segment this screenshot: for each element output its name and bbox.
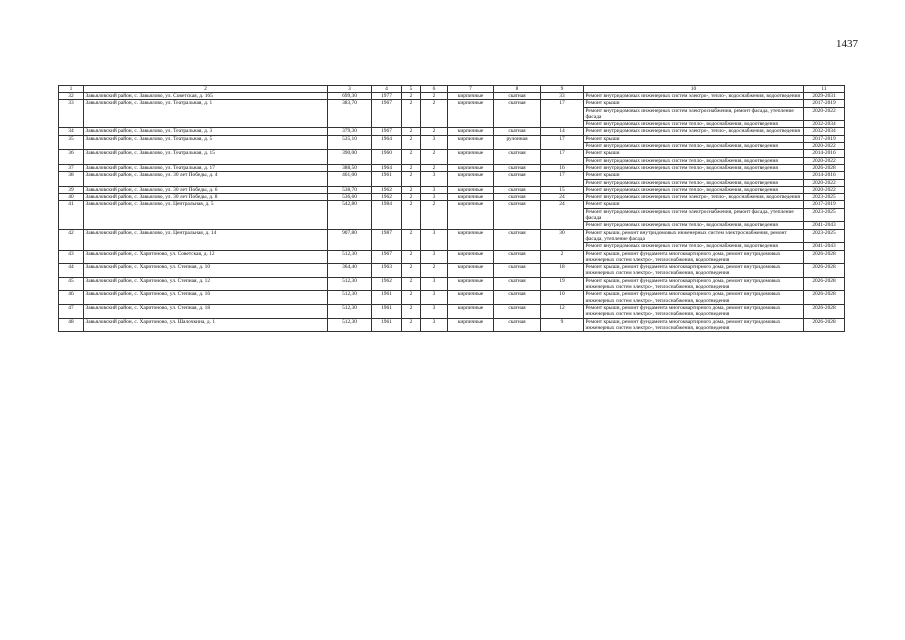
area-cell: 907,80 — [328, 229, 372, 250]
table-row — [59, 128, 845, 135]
col-header: 5 — [402, 86, 421, 93]
entrances-cell: 3 — [421, 135, 448, 150]
roof-type-cell: скатная — [494, 186, 541, 193]
repair-period-cell: 2020-2022 — [804, 179, 845, 186]
table-row — [59, 186, 845, 193]
repair-period-cell: 2041-2043 — [804, 243, 845, 250]
entrances-cell: 2 — [421, 150, 448, 165]
repair-works-cell: Ремонт крыши — [584, 172, 804, 179]
address-cell: Завьяловский район, с. Завьялово, ул. Центральная, д. 14 — [84, 229, 328, 250]
row-number: 33 — [59, 100, 84, 128]
area-cell: 542,80 — [328, 201, 372, 229]
row-number: 44 — [59, 264, 84, 278]
repair-period-cell: 2041-2043 — [804, 222, 845, 229]
repair-period-cell: 2020-2022 — [804, 107, 845, 121]
address-cell: Завьяловский район, с. Завьялово, ул. 30 лет Победы, д. 6 — [84, 186, 328, 193]
col-header: 11 — [804, 86, 845, 93]
floors-cell: 2 — [402, 194, 421, 201]
repair-period-cell: 2017-2019 — [804, 100, 845, 107]
repair-period-cell: 2026-2028 — [804, 250, 845, 264]
year-cell: 1977 — [372, 93, 402, 100]
repair-works-cell: Ремонт внутридомовых инженерных систем тепло-, водоснабжения, водоотведения — [584, 186, 804, 193]
row-number: 40 — [59, 194, 84, 201]
apartments-cell: 10 — [541, 291, 584, 305]
roof-type-cell: скатная — [494, 250, 541, 264]
year-cell: 1961 — [372, 291, 402, 305]
floors-cell: 2 — [402, 172, 421, 187]
repair-period-cell: 2020-2022 — [804, 143, 845, 150]
repair-works-cell: Ремонт крыши, ремонт фундамента многоквартирного дома, ремонт внутридомовых инженерных систем электро-, теплоснабжения, водоотведения — [584, 304, 804, 318]
repair-works-cell: Ремонт крыши, ремонт фундамента многоквартирного дома, ремонт внутридомовых инженерных систем электро-, теплоснабжения, водоотведения — [584, 318, 804, 332]
address-cell: Завьяловский район, с. Харитоново, ул. Степная, д. 10 — [84, 264, 328, 278]
repair-period-cell: 2032-2034 — [804, 121, 845, 128]
col-header: 1 — [59, 86, 84, 93]
roof-type-cell: скатная — [494, 150, 541, 165]
walls-material-cell: кирпичные — [448, 318, 494, 332]
floors-cell: 2 — [402, 264, 421, 278]
row-number: 41 — [59, 201, 84, 229]
year-cell: 1967 — [372, 250, 402, 264]
entrances-cell: 3 — [421, 229, 448, 250]
entrances-cell: 3 — [421, 186, 448, 193]
area-cell: 512,30 — [328, 304, 372, 318]
table-row — [59, 291, 845, 305]
walls-material-cell: кирпичные — [448, 304, 494, 318]
row-number: 32 — [59, 93, 84, 100]
address-cell: Завьяловский район, с. Завьялово, ул. 30 лет Победы, д. 8 — [84, 194, 328, 201]
table-row — [59, 277, 845, 291]
walls-material-cell: кирпичные — [448, 250, 494, 264]
repair-period-cell: 2020-2022 — [804, 157, 845, 164]
column-number-row — [59, 86, 845, 93]
apartments-cell: 17 — [541, 100, 584, 128]
roof-type-cell: рулонная — [494, 135, 541, 150]
col-header: 4 — [372, 86, 402, 93]
apartments-cell: 2 — [541, 250, 584, 264]
entrances-cell: 2 — [421, 100, 448, 128]
area-cell: 699,30 — [328, 93, 372, 100]
apartments-cell: 16 — [541, 164, 584, 171]
table-row — [59, 135, 845, 142]
apartments-cell: 15 — [541, 186, 584, 193]
year-cell: 1961 — [372, 318, 402, 332]
walls-material-cell: кирпичные — [448, 264, 494, 278]
entrances-cell: 3 — [421, 318, 448, 332]
repair-works-cell: Ремонт внутридомовых инженерных систем электро-, тепло-, водоснабжения, водоотведения — [584, 194, 804, 201]
apartments-cell: 12 — [541, 304, 584, 318]
floors-cell: 2 — [402, 277, 421, 291]
floors-cell: 2 — [402, 186, 421, 193]
repair-period-cell: 2023-2025 — [804, 229, 845, 243]
apartments-cell: 24 — [541, 201, 584, 229]
page-number: 1437 — [836, 38, 858, 50]
walls-material-cell: кирпичные — [448, 291, 494, 305]
year-cell: 1964 — [372, 164, 402, 171]
col-header: 10 — [584, 86, 804, 93]
year-cell: 1984 — [372, 201, 402, 229]
entrances-cell: 2 — [421, 164, 448, 171]
repair-period-cell: 2017-2019 — [804, 201, 845, 208]
year-cell: 1962 — [372, 194, 402, 201]
apartments-cell: 17 — [541, 172, 584, 187]
table-row — [59, 100, 845, 107]
roof-type-cell: скатная — [494, 291, 541, 305]
repair-works-cell: Ремонт крыши — [584, 150, 804, 157]
table-row — [59, 229, 845, 243]
floors-cell: 2 — [402, 135, 421, 150]
apartments-cell: 24 — [541, 194, 584, 201]
repair-works-cell: Ремонт внутридомовых инженерных систем электро-, тепло-, водоснабжения, водоотведения — [584, 93, 804, 100]
year-cell: 1962 — [372, 186, 402, 193]
apartments-cell: 30 — [541, 229, 584, 250]
roof-type-cell: скатная — [494, 201, 541, 229]
apartments-cell: 17 — [541, 150, 584, 165]
year-cell: 1987 — [372, 229, 402, 250]
repair-period-cell: 2026-2028 — [804, 164, 845, 171]
apartments-cell: 14 — [541, 128, 584, 135]
roof-type-cell: скатная — [494, 172, 541, 187]
roof-type-cell: скатная — [494, 304, 541, 318]
apartments-cell: 18 — [541, 264, 584, 278]
address-cell: Завьяловский район, с. Завьялово, ул. 30 лет Победы, д. 4 — [84, 172, 328, 187]
table-row — [59, 318, 845, 332]
area-cell: 461,00 — [328, 172, 372, 187]
address-cell: Завьяловский район, с. Завьялово, ул. Театральная, д. 5 — [84, 135, 328, 150]
year-cell: 1967 — [372, 100, 402, 128]
floors-cell: 2 — [402, 93, 421, 100]
entrances-cell: 3 — [421, 277, 448, 291]
year-cell: 1963 — [372, 264, 402, 278]
address-cell: Завьяловский район, с. Завьялово, ул. Театральная, д. 1 — [84, 100, 328, 128]
repair-works-cell: Ремонт внутридомовых инженерных систем тепло-, водоснабжения, водоотведения — [584, 143, 804, 150]
roof-type-cell: скатная — [494, 93, 541, 100]
floors-cell: 2 — [402, 164, 421, 171]
repair-period-cell: 2026-2028 — [804, 291, 845, 305]
table-row — [59, 172, 845, 179]
repair-works-cell: Ремонт крыши — [584, 201, 804, 208]
repair-works-cell: Ремонт крыши — [584, 135, 804, 142]
walls-material-cell: кирпичные — [448, 150, 494, 165]
roof-type-cell: скатная — [494, 277, 541, 291]
entrances-cell: 2 — [421, 93, 448, 100]
address-cell: Завьяловский район, с. Харитоново, ул. Советская, д. 12 — [84, 250, 328, 264]
row-number: 42 — [59, 229, 84, 250]
year-cell: 1960 — [372, 150, 402, 165]
area-cell: 379,30 — [328, 128, 372, 135]
table-row — [59, 264, 845, 278]
roof-type-cell: скатная — [494, 164, 541, 171]
repair-period-cell: 2026-2028 — [804, 277, 845, 291]
entrances-cell: 3 — [421, 291, 448, 305]
roof-type-cell: скатная — [494, 128, 541, 135]
walls-material-cell: кирпичные — [448, 277, 494, 291]
floors-cell: 2 — [402, 229, 421, 250]
repair-works-cell: Ремонт внутридомовых инженерных систем тепло-, водоснабжения, водоотведения — [584, 121, 804, 128]
repair-period-cell: 2026-2028 — [804, 264, 845, 278]
row-number: 38 — [59, 172, 84, 187]
address-cell: Завьяловский район, с. Завьялово, ул. Советская, д. 165 — [84, 93, 328, 100]
repair-period-cell: 2032-2034 — [804, 128, 845, 135]
col-header: 8 — [494, 86, 541, 93]
row-number: 39 — [59, 186, 84, 193]
walls-material-cell: кирпичные — [448, 164, 494, 171]
row-number: 48 — [59, 318, 84, 332]
area-cell: 512,30 — [328, 318, 372, 332]
address-cell: Завьяловский район, с. Завьялово, ул. Центральная, д. 5 — [84, 201, 328, 229]
apartments-cell: 17 — [541, 135, 584, 150]
row-number: 34 — [59, 128, 84, 135]
address-cell: Завьяловский район, с. Завьялово, ул. Театральная, д. 3 — [84, 128, 328, 135]
walls-material-cell: кирпичные — [448, 135, 494, 150]
col-header: 7 — [448, 86, 494, 93]
col-header: 6 — [421, 86, 448, 93]
walls-material-cell: кирпичные — [448, 172, 494, 187]
floors-cell: 2 — [402, 201, 421, 229]
roof-type-cell: скатная — [494, 229, 541, 250]
col-header: 2 — [84, 86, 328, 93]
repair-works-cell: Ремонт крыши, ремонт фундамента многоквартирного дома, ремонт внутридомовых инженерных систем электро-, теплоснабжения, водоотведения — [584, 264, 804, 278]
floors-cell: 2 — [402, 128, 421, 135]
repair-works-cell: Ремонт крыши, ремонт фундамента многоквартирного дома, ремонт внутридомовых инженерных систем электро-, теплоснабжения, водоотведения — [584, 291, 804, 305]
address-cell: Завьяловский район, с. Завьялово, ул. Театральная, д. 17 — [84, 164, 328, 171]
row-number: 45 — [59, 277, 84, 291]
repair-works-cell: Ремонт внутридомовых инженерных систем электро-, тепло-, водоснабжения, водоотведения — [584, 128, 804, 135]
col-header: 9 — [541, 86, 584, 93]
address-cell: Завьяловский район, с. Завьялово, ул. Театральная, д. 15 — [84, 150, 328, 165]
floors-cell: 2 — [402, 304, 421, 318]
walls-material-cell: кирпичные — [448, 100, 494, 128]
walls-material-cell: кирпичные — [448, 93, 494, 100]
row-number: 36 — [59, 150, 84, 165]
repair-works-cell: Ремонт внутридомовых инженерных систем тепло-, водоснабжения, водоотведения — [584, 179, 804, 186]
area-cell: 512,30 — [328, 277, 372, 291]
entrances-cell: 3 — [421, 172, 448, 187]
repair-period-cell: 2026-2028 — [804, 318, 845, 332]
repair-works-cell: Ремонт крыши, ремонт фундамента многоквартирного дома, ремонт внутридомовых инженерных систем электро-, теплоснабжения, водоотведения — [584, 277, 804, 291]
col-header: 3 — [328, 86, 372, 93]
floors-cell: 2 — [402, 150, 421, 165]
repair-period-cell: 2017-2019 — [804, 135, 845, 142]
repair-works-cell: Ремонт внутридомовых инженерных систем электроснабжения, ремонт фасада, утепление фасада — [584, 107, 804, 121]
address-cell: Завьяловский район, с. Харитоново, ул. Степная, д. 18 — [84, 304, 328, 318]
floors-cell: 2 — [402, 250, 421, 264]
table-row — [59, 201, 845, 208]
row-number: 43 — [59, 250, 84, 264]
table-row — [59, 304, 845, 318]
address-cell: Завьяловский район, с. Харитоново, ул. Степная, д. 16 — [84, 291, 328, 305]
repair-period-cell: 2029-2031 — [804, 93, 845, 100]
row-number: 37 — [59, 164, 84, 171]
row-number: 35 — [59, 135, 84, 150]
entrances-cell: 2 — [421, 201, 448, 229]
floors-cell: 2 — [402, 318, 421, 332]
table-row — [59, 194, 845, 201]
repair-period-cell: 2023-2025 — [804, 208, 845, 222]
walls-material-cell: кирпичные — [448, 194, 494, 201]
roof-type-cell: скатная — [494, 264, 541, 278]
area-cell: 364,40 — [328, 264, 372, 278]
repair-period-cell: 2014-2016 — [804, 172, 845, 179]
area-cell: 388,50 — [328, 164, 372, 171]
row-number: 46 — [59, 291, 84, 305]
address-cell: Завьяловский район, с. Харитоново, ул. Степная, д. 12 — [84, 277, 328, 291]
apartments-cell: 9 — [541, 318, 584, 332]
row-number: 47 — [59, 304, 84, 318]
walls-material-cell: кирпичные — [448, 201, 494, 229]
repair-works-cell: Ремонт крыши — [584, 100, 804, 107]
entrances-cell: 3 — [421, 304, 448, 318]
table-row — [59, 150, 845, 157]
repair-works-cell: Ремонт внутридомовых инженерных систем тепло-, водоснабжения, водоотведения — [584, 157, 804, 164]
table-row — [59, 164, 845, 171]
floors-cell: 2 — [402, 100, 421, 128]
repair-works-cell: Ремонт крыши, ремонт фундамента многоквартирного дома, ремонт внутридомовых инженерных систем электро-, теплоснабжения, водоотведения — [584, 250, 804, 264]
housing-repair-table — [58, 85, 845, 332]
entrances-cell: 3 — [421, 250, 448, 264]
roof-type-cell: скатная — [494, 194, 541, 201]
floors-cell: 2 — [402, 291, 421, 305]
walls-material-cell: кирпичные — [448, 229, 494, 250]
year-cell: 1961 — [372, 172, 402, 187]
entrances-cell: 2 — [421, 128, 448, 135]
table-body — [59, 93, 845, 332]
year-cell: 1961 — [372, 304, 402, 318]
walls-material-cell: кирпичные — [448, 186, 494, 193]
area-cell: 390,00 — [328, 150, 372, 165]
entrances-cell: 2 — [421, 264, 448, 278]
repair-works-cell: Ремонт внутридомовых инженерных систем тепло-, водоснабжения, водоотведения — [584, 164, 804, 171]
apartments-cell: 33 — [541, 93, 584, 100]
repair-works-cell: Ремонт внутридомовых инженерных систем тепло-, водоснабжения, водоотведения — [584, 243, 804, 250]
walls-material-cell: кирпичные — [448, 128, 494, 135]
address-cell: Завьяловский район, с. Харитоново, ул. Шалочкина, д. 1 — [84, 318, 328, 332]
roof-type-cell: скатная — [494, 100, 541, 128]
repair-period-cell: 2014-2016 — [804, 150, 845, 157]
repair-works-cell: Ремонт внутридомовых инженерных систем тепло-, водоснабжения, водоотведения — [584, 222, 804, 229]
table-row — [59, 93, 845, 100]
apartments-cell: 19 — [541, 277, 584, 291]
year-cell: 1964 — [372, 135, 402, 150]
repair-period-cell: 2023-2025 — [804, 194, 845, 201]
repair-works-cell: Ремонт крыши, ремонт внутридомовых инженерных систем электроснабжения, ремонт фасада, утепление фасада — [584, 229, 804, 243]
year-cell: 1967 — [372, 128, 402, 135]
area-cell: 536,60 — [328, 194, 372, 201]
area-cell: 535,10 — [328, 135, 372, 150]
area-cell: 383,70 — [328, 100, 372, 128]
entrances-cell: 3 — [421, 194, 448, 201]
area-cell: 538,70 — [328, 186, 372, 193]
area-cell: 512,30 — [328, 291, 372, 305]
year-cell: 1962 — [372, 277, 402, 291]
roof-type-cell: скатная — [494, 318, 541, 332]
table-row — [59, 250, 845, 264]
repair-works-cell: Ремонт внутридомовых инженерных систем электроснабжения, ремонт фасада, утепление фасада — [584, 208, 804, 222]
repair-period-cell: 2020-2022 — [804, 186, 845, 193]
area-cell: 512,30 — [328, 250, 372, 264]
repair-period-cell: 2026-2028 — [804, 304, 845, 318]
